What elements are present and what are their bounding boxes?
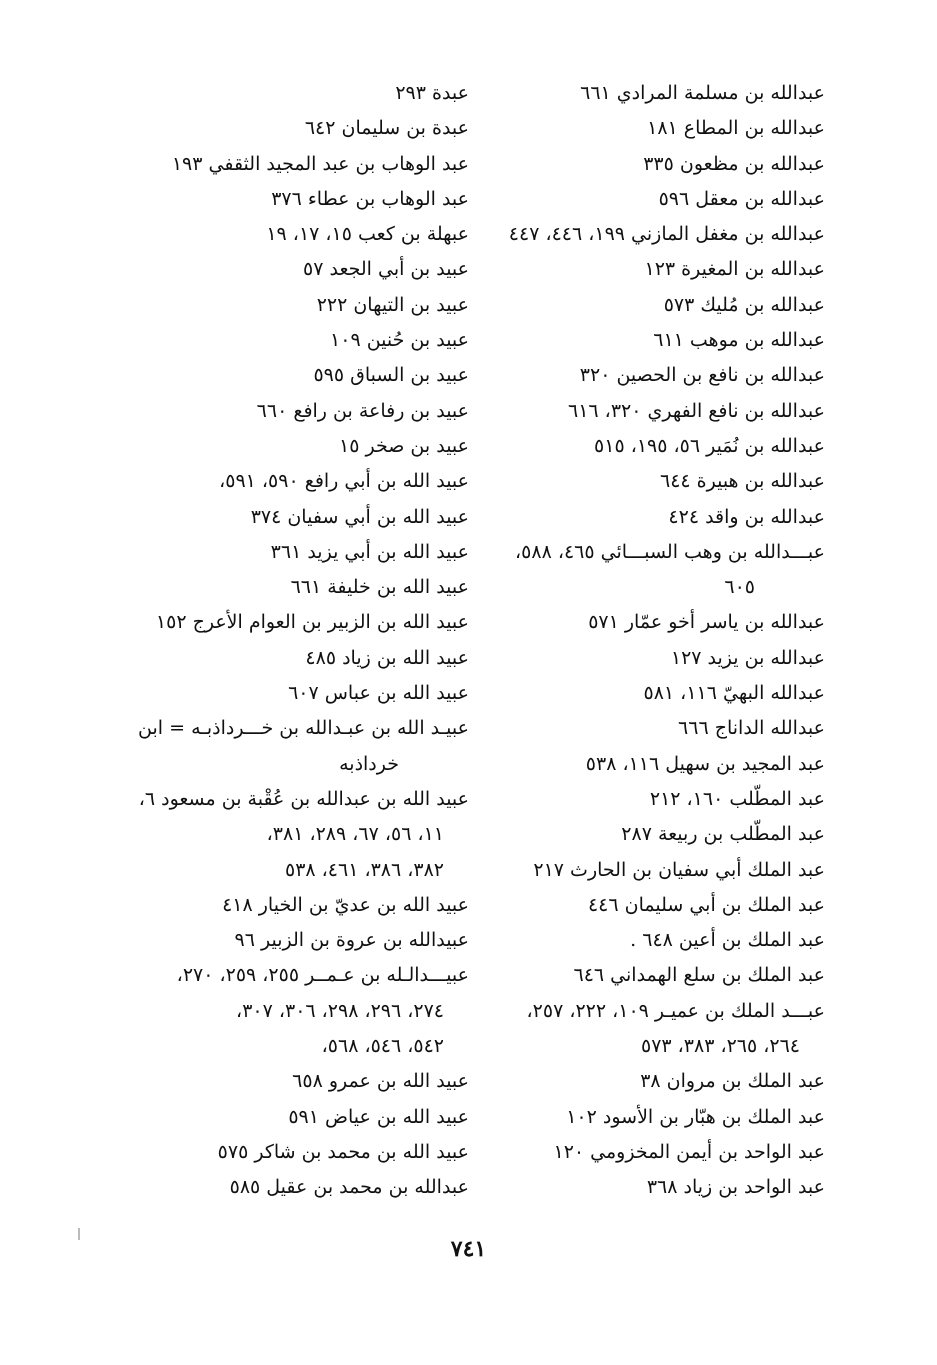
index-entry: عبيد الله بن عياض ٥٩١ [288,1105,469,1128]
index-entry: عبيد الله بن الزبير بن العوام الأعرج ١٥٢ [155,611,469,634]
index-entry: عبيد الله بن محمد بن شاكر ٥٧٥ [217,1140,469,1163]
index-entry: خرداذبه [339,752,399,775]
index-entry: عبد الملك بن أبي سليمان ٤٤٦ [587,893,825,916]
index-entry: عبدالله بن معقل ٥٩٦ [658,187,825,210]
index-entry: عبد المطّلب بن ربيعة ٢٨٧ [621,823,825,846]
index-entry: عبيد الله بن عديّ بن الخيار ٤١٨ [222,893,469,916]
index-entry: ٦٠٥ [724,576,755,599]
index-entry: عبدالله بن يزيد ١٢٧ [670,646,825,669]
index-entry: عبد الملك بن أعين ٦٤٨ . [630,929,825,952]
index-entry: عبدالله بن المطاع ١٨١ [647,117,825,140]
index-entry: عبيـد الله بن عبـدالله بن خـــرداذبـه = ابن [138,717,469,740]
index-entry: عبيد الله بن أبي رافع ٥٩٠، ٥٩١، [219,470,469,493]
index-entry: عبيد بن السباق ٥٩٥ [313,364,469,387]
index-entry: عبيد الله بن عباس ٦٠٧ [288,682,469,705]
index-entry: عبهلة بن كعب ١٥، ١٧، ١٩ [266,223,469,246]
index-entry: عبيد بن رفاعة بن رافع ٦٦٠ [256,399,469,422]
index-entry: عبدالله بن هبيرة ٦٤٤ [659,470,825,493]
index-entry: عبدالله بن ياسر أخو عمّار ٥٧١ [588,611,825,634]
index-entry: عبد المطّلب ١٦٠، ٢١٢ [649,787,825,810]
index-entry: ٢٦٤، ٢٦٥، ٣٨٣، ٥٧٣ [640,1035,800,1058]
index-entry: عبدالله بن مظعون ٣٣٥ [643,152,825,175]
index-entry: ١١، ٥٦، ٦٧، ٢٨٩، ٣٨١، [266,823,444,846]
index-entry: عبدالله بن نافع الفهري ٣٢٠، ٦١٦ [568,399,825,422]
index-entry: عبدالله البهيّ ١١٦، ٥٨١ [643,682,825,705]
index-entry: عبدالله بن نُمَير ٥٦، ١٩٥، ٥١٥ [594,434,825,457]
index-entry: عبيد بن أبي الجعد ٥٧ [303,258,469,281]
index-entry: عبدة ٢٩٣ [395,82,469,104]
index-entry: ٢٧٤، ٢٩٦، ٢٩٨، ٣٠٦، ٣٠٧، [236,999,444,1022]
index-entry: عبدالله بن مُليك ٥٧٣ [663,293,825,316]
index-entry: عبدالله بن نافع بن الحصين ٣٢٠ [579,364,825,387]
index-entry: عبدالله بن مسلمة المرادي ٦٦١ [580,82,825,104]
index-entry: عبدالله بن موهب ٦١١ [653,329,825,352]
index-column-right [475,76,825,1206]
scan-edge-mark [78,1228,80,1240]
index-entry: عبدالله بن المغيرة ١٢٣ [644,258,825,281]
index-entry: عبيد الله بن عبدالله بن عُقْبة بن مسعود ٦، [138,787,469,810]
index-column-left [119,76,469,1206]
index-entry: عبدالله بن مغفل المازني ١٩٩، ٤٤٦، ٤٤٧ [508,223,825,246]
index-entry: عبد الملك بن سلع الهمداني ٦٤٦ [573,964,825,987]
index-entry: عبيد بن التيهان ٢٢٢ [316,293,469,316]
index-entry: عبد الواحد بن زياد ٣٦٨ [646,1176,825,1199]
index-entry: ٣٨٢، ٣٨٦، ٤٦١، ٥٣٨ [284,858,444,881]
index-entry: عبيد الله بن أبي يزيد ٣٦١ [270,540,469,563]
index-entry: عبدالله بن محمد بن عقيل ٥٨٥ [229,1176,469,1199]
index-entry: عبدالله الداناج ٦٦٦ [678,717,825,740]
index-entry: عبد الملك أبي سفيان بن الحارث ٢١٧ [533,858,825,881]
index-entry: عبيد الله بن خليفة ٦٦١ [290,576,469,599]
index-entry: عبد الوهاب بن عبد المجيد الثقفي ١٩٣ [171,152,469,175]
page-number: ٧٤١ [450,1236,487,1262]
index-entry: عبد الملك بن مروان ٣٨ [640,1070,825,1093]
index-entry: عبيدالله بن عروة بن الزبير ٩٦ [234,929,469,952]
index-entry: عبيـــدالـله بن عـمــر ٢٥٥، ٢٥٩، ٢٧٠، [176,964,469,987]
index-entry: عبدالله بن واقد ٤٢٤ [668,505,825,528]
index-entry: عبيد بن حُنين ١٠٩ [330,329,469,352]
index-entry: عبيد بن صخر ١٥ [339,434,469,457]
index-entry: ٥٤٢، ٥٤٦، ٥٦٨، [321,1035,444,1058]
index-entry: عبيد الله بن عمرو ٦٥٨ [292,1070,469,1093]
index-entry: عبدة بن سليمان ٦٤٢ [304,117,469,140]
index-entry: عبـــد الملك بن عميـر ١٠٩، ٢٢٢، ٢٥٧، [526,999,825,1022]
index-entry: عبيد الله بن زياد ٤٨٥ [305,646,469,669]
index-entry: عبد الوهاب بن عطاء ٣٧٦ [271,187,469,210]
index-entry: عبد الملك بن هبّار بن الأسود ١٠٢ [566,1105,825,1128]
index-entry: عبد الواحد بن أيمن المخزومي ١٢٠ [553,1140,825,1163]
index-entry: عبـــدالله بن وهب السبـــائي ٤٦٥، ٥٨٨، [515,540,825,563]
index-entry: عبيد الله بن أبي سفيان ٣٧٤ [250,505,469,528]
index-entry: عبد المجيد بن سهيل ١١٦، ٥٣٨ [585,752,825,775]
